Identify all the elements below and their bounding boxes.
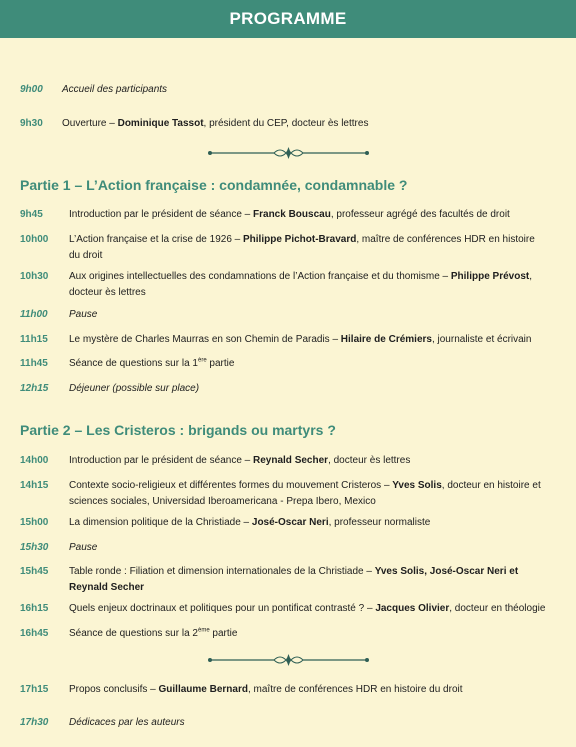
time-label: 16h15	[20, 603, 49, 614]
event-text: Table ronde : Filiation et dimension internationales de la Christiade – Yves Solis, José-Oscar Neri et Reynald Secher	[69, 566, 519, 593]
time-label: 9h45	[20, 209, 43, 220]
event-text: Ouverture – Dominique Tassot, président du CEP, docteur ès lettres	[62, 118, 369, 129]
speaker-name: Reynald Secher	[253, 455, 329, 466]
time-label: 15h30	[20, 542, 49, 553]
event-text: Introduction par le président de séance – Franck Bouscau, professeur agrégé des facultés de droit	[69, 209, 510, 220]
event-text: Introduction par le président de séance – Reynald Secher, docteur ès lettres	[69, 455, 411, 466]
time-label: 9h30	[20, 118, 43, 129]
time-label: 9h00	[20, 84, 43, 95]
time-label: 17h30	[20, 717, 49, 728]
time-label: 17h15	[20, 684, 49, 695]
speaker-name: Dominique Tassot	[117, 118, 204, 129]
section-title-part-2: Partie 2 – Les Cristeros : brigands ou martyrs ?	[20, 422, 336, 438]
time-label: 15h45	[20, 566, 49, 577]
event-text: Séance de questions sur la 1ère partie	[69, 357, 235, 369]
event-text: Accueil des participants	[62, 84, 168, 95]
section-title-part-1: Partie 1 – L’Action française : condamnée, condamnable ?	[20, 177, 408, 193]
ornament-divider-icon	[206, 654, 371, 666]
speaker-name: Guillaume Bernard	[158, 684, 248, 695]
event-text: Quels enjeux doctrinaux et politiques pour un pontificat contrasté ? – Jacques Olivier, docteur en théologie	[69, 603, 546, 614]
speaker-name: Jacques Olivier	[375, 603, 450, 614]
programme-header	[0, 0, 576, 38]
speaker-name: Philippe Pichot-Bravard	[243, 234, 357, 245]
event-text: L’Action française et la crise de 1926 – Philippe Pichot-Bravard, maître de conférences HDR en histoire du droit	[69, 234, 535, 261]
time-label: 10h30	[20, 271, 49, 282]
time-label: 11h15	[20, 334, 48, 345]
speaker-name: Hilaire de Crémiers	[340, 334, 432, 345]
event-text: Aux origines intellectuelles des condamnations de l’Action française et du thomisme – Philippe Prévost, docteur ès lettres	[69, 271, 533, 298]
time-label: 14h15	[20, 480, 49, 491]
event-text: Le mystère de Charles Maurras en son Chemin de Paradis – Hilaire de Crémiers, journaliste et écrivain	[69, 334, 532, 345]
time-label: 10h00	[20, 234, 49, 245]
event-text: Propos conclusifs – Guillaume Bernard, maître de conférences HDR en histoire du droit	[69, 684, 463, 695]
time-label: 15h00	[20, 517, 49, 528]
speaker-name: Philippe Prévost	[450, 271, 530, 282]
event-text: Séance de questions sur la 2ème partie	[69, 627, 238, 639]
event-text: Contexte socio-religieux et différentes formes du mouvement Cristeros – Yves Solis, docteur en histoire et sciences sociales, Universidad Iberoamericana - Prepa Ibero, Mexico	[69, 480, 541, 507]
page-title: PROGRAMME	[229, 9, 347, 28]
time-label: 12h15	[20, 383, 49, 394]
time-label: 16h45	[20, 628, 49, 639]
event-text: Dédicaces par les auteurs	[69, 717, 185, 728]
event-text: Déjeuner (possible sur place)	[69, 383, 200, 394]
speaker-name: Yves Solis	[392, 480, 442, 491]
speaker-name: Yves Solis, José-Oscar Neri et Reynald Secher	[69, 566, 519, 593]
ornament-divider-icon	[206, 147, 371, 159]
time-label: 11h45	[20, 358, 48, 369]
event-text: Pause	[69, 309, 98, 320]
event-text: La dimension politique de la Christiade – José-Oscar Neri, professeur normaliste	[69, 517, 431, 528]
speaker-name: Franck Bouscau	[253, 209, 331, 220]
speaker-name: José-Oscar Neri	[251, 517, 329, 528]
time-label: 11h00	[20, 309, 48, 320]
event-text: Pause	[69, 542, 98, 553]
time-label: 14h00	[20, 455, 49, 466]
